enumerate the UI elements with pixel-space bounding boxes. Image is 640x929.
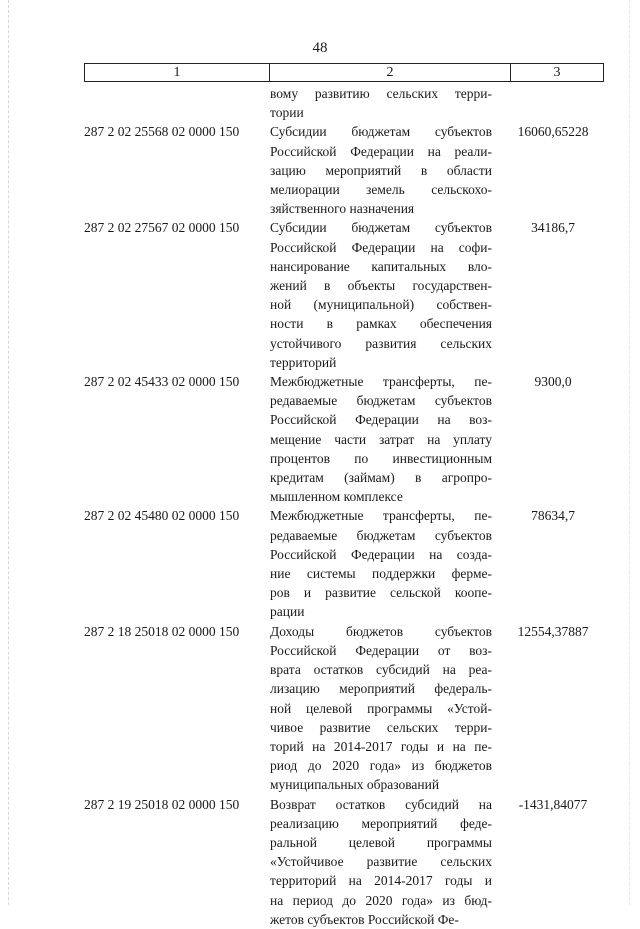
table-row: [84, 622, 604, 795]
header-col-2: 2: [270, 64, 511, 81]
budget-code: 287 2 02 45480 02 0000 150: [84, 508, 240, 524]
row-description: [270, 84, 492, 122]
amount-value: 16060,65228: [517, 124, 589, 140]
description-line: Возврат остатков субсидий на: [270, 796, 492, 812]
description-line: «Устойчивое развитие сельских: [270, 854, 492, 870]
table-row: [84, 84, 604, 122]
description-line: лизацию мероприятий федераль-: [270, 681, 492, 697]
budget-code: 287 2 02 25568 02 0000 150: [84, 124, 240, 140]
description-line: кредитам (займам) в агропро-: [270, 470, 492, 486]
description-line: нансирование капитальных вло-: [270, 258, 492, 274]
description-line: процентов по инвестиционным: [270, 450, 492, 466]
table-row: [84, 795, 604, 929]
description-line: реализацию мероприятий феде-: [270, 815, 492, 831]
table-row: [84, 506, 604, 621]
description-line: рации: [270, 604, 305, 620]
description-line: ной целевой программы «Устой-: [270, 700, 492, 716]
table-row: [84, 218, 604, 372]
row-description: [270, 795, 492, 929]
budget-code: 287 2 02 45433 02 0000 150: [84, 374, 240, 390]
description-line: Российской Федерации на воз-: [270, 412, 492, 428]
budget-code: 287 2 18 25018 02 0000 150: [84, 623, 240, 639]
amount-value: 9300,0: [534, 374, 572, 390]
description-line: Субсидии бюджетам субъектов: [270, 220, 492, 236]
amount-value: 34186,7: [531, 220, 575, 236]
table-body: [84, 84, 604, 929]
description-line: торий на 2014-2017 годы и на пе-: [270, 738, 492, 754]
page-number: 48: [312, 40, 328, 56]
description-line: Доходы бюджетов субъектов: [270, 623, 492, 639]
description-line: муниципальных образований: [270, 777, 440, 793]
description-line: вому развитию сельских терри-: [270, 86, 492, 101]
description-line: зацию мероприятий в области: [270, 162, 492, 178]
row-description: [270, 372, 492, 506]
table-row: [84, 372, 604, 506]
scan-margin-left: [8, 0, 11, 905]
description-line: редаваемые бюджетам субъектов: [270, 527, 492, 543]
description-line: риод до 2020 года» из бюджетов: [270, 758, 492, 774]
description-line: Межбюджетные трансферты, пе-: [270, 374, 492, 390]
scan-margin-right: [629, 0, 632, 905]
description-line: Российской Федерации на софи-: [270, 239, 492, 255]
description-line: жетов субъектов Российской Фе-: [270, 911, 459, 927]
description-line: зяйственного назначения: [270, 201, 415, 217]
row-description: [270, 122, 492, 218]
amount-value: 12554,37887: [517, 623, 589, 639]
budget-code: 287 2 19 25018 02 0000 150: [84, 796, 240, 812]
description-line: жений в объекты государствен-: [270, 278, 492, 294]
description-line: Российской Федерации от воз-: [270, 642, 492, 658]
description-line: ние системы поддержки ферме-: [270, 566, 492, 582]
description-line: ной (муниципальной) собствен-: [270, 297, 492, 313]
description-line: территорий на 2014-2017 годы и: [270, 873, 492, 889]
amount-value: -1431,84077: [518, 796, 588, 812]
description-line: устойчивого развития сельских: [270, 335, 492, 351]
description-line: Межбюджетные трансферты, пе-: [270, 508, 492, 524]
description-line: территорий: [270, 354, 337, 370]
description-line: чивое развитие сельских терри-: [270, 719, 492, 735]
description-line: мещение части затрат на уплату: [270, 431, 492, 447]
amount-value: 78634,7: [531, 508, 575, 524]
description-line: ности в рамках обеспечения: [270, 316, 492, 332]
row-description: [270, 622, 492, 795]
description-line: Субсидии бюджетам субъектов: [270, 124, 492, 140]
description-line: на период до 2020 года» из бюд-: [270, 892, 492, 908]
budget-code: 287 2 02 27567 02 0000 150: [84, 220, 240, 236]
header-col-3: 3: [553, 65, 561, 80]
description-line: ров и развитие сельской коопе-: [270, 585, 492, 601]
description-line: Российской Федерации на реали-: [270, 143, 492, 159]
header-col-1: 1: [85, 64, 270, 81]
row-description: [270, 218, 492, 372]
description-line: мышленном комплексе: [270, 489, 403, 505]
row-description: [270, 506, 492, 621]
description-line: ральной целевой программы: [270, 834, 492, 850]
description-line: редаваемые бюджетам субъектов: [270, 393, 492, 409]
table-row: [84, 122, 604, 218]
description-line: Российской Федерации на созда-: [270, 546, 492, 562]
description-line: тории: [270, 105, 304, 121]
description-line: врата остатков субсидий на реа-: [270, 662, 492, 678]
table-header-row: [84, 63, 604, 82]
description-line: мелиорации земель сельскохо-: [270, 182, 492, 198]
